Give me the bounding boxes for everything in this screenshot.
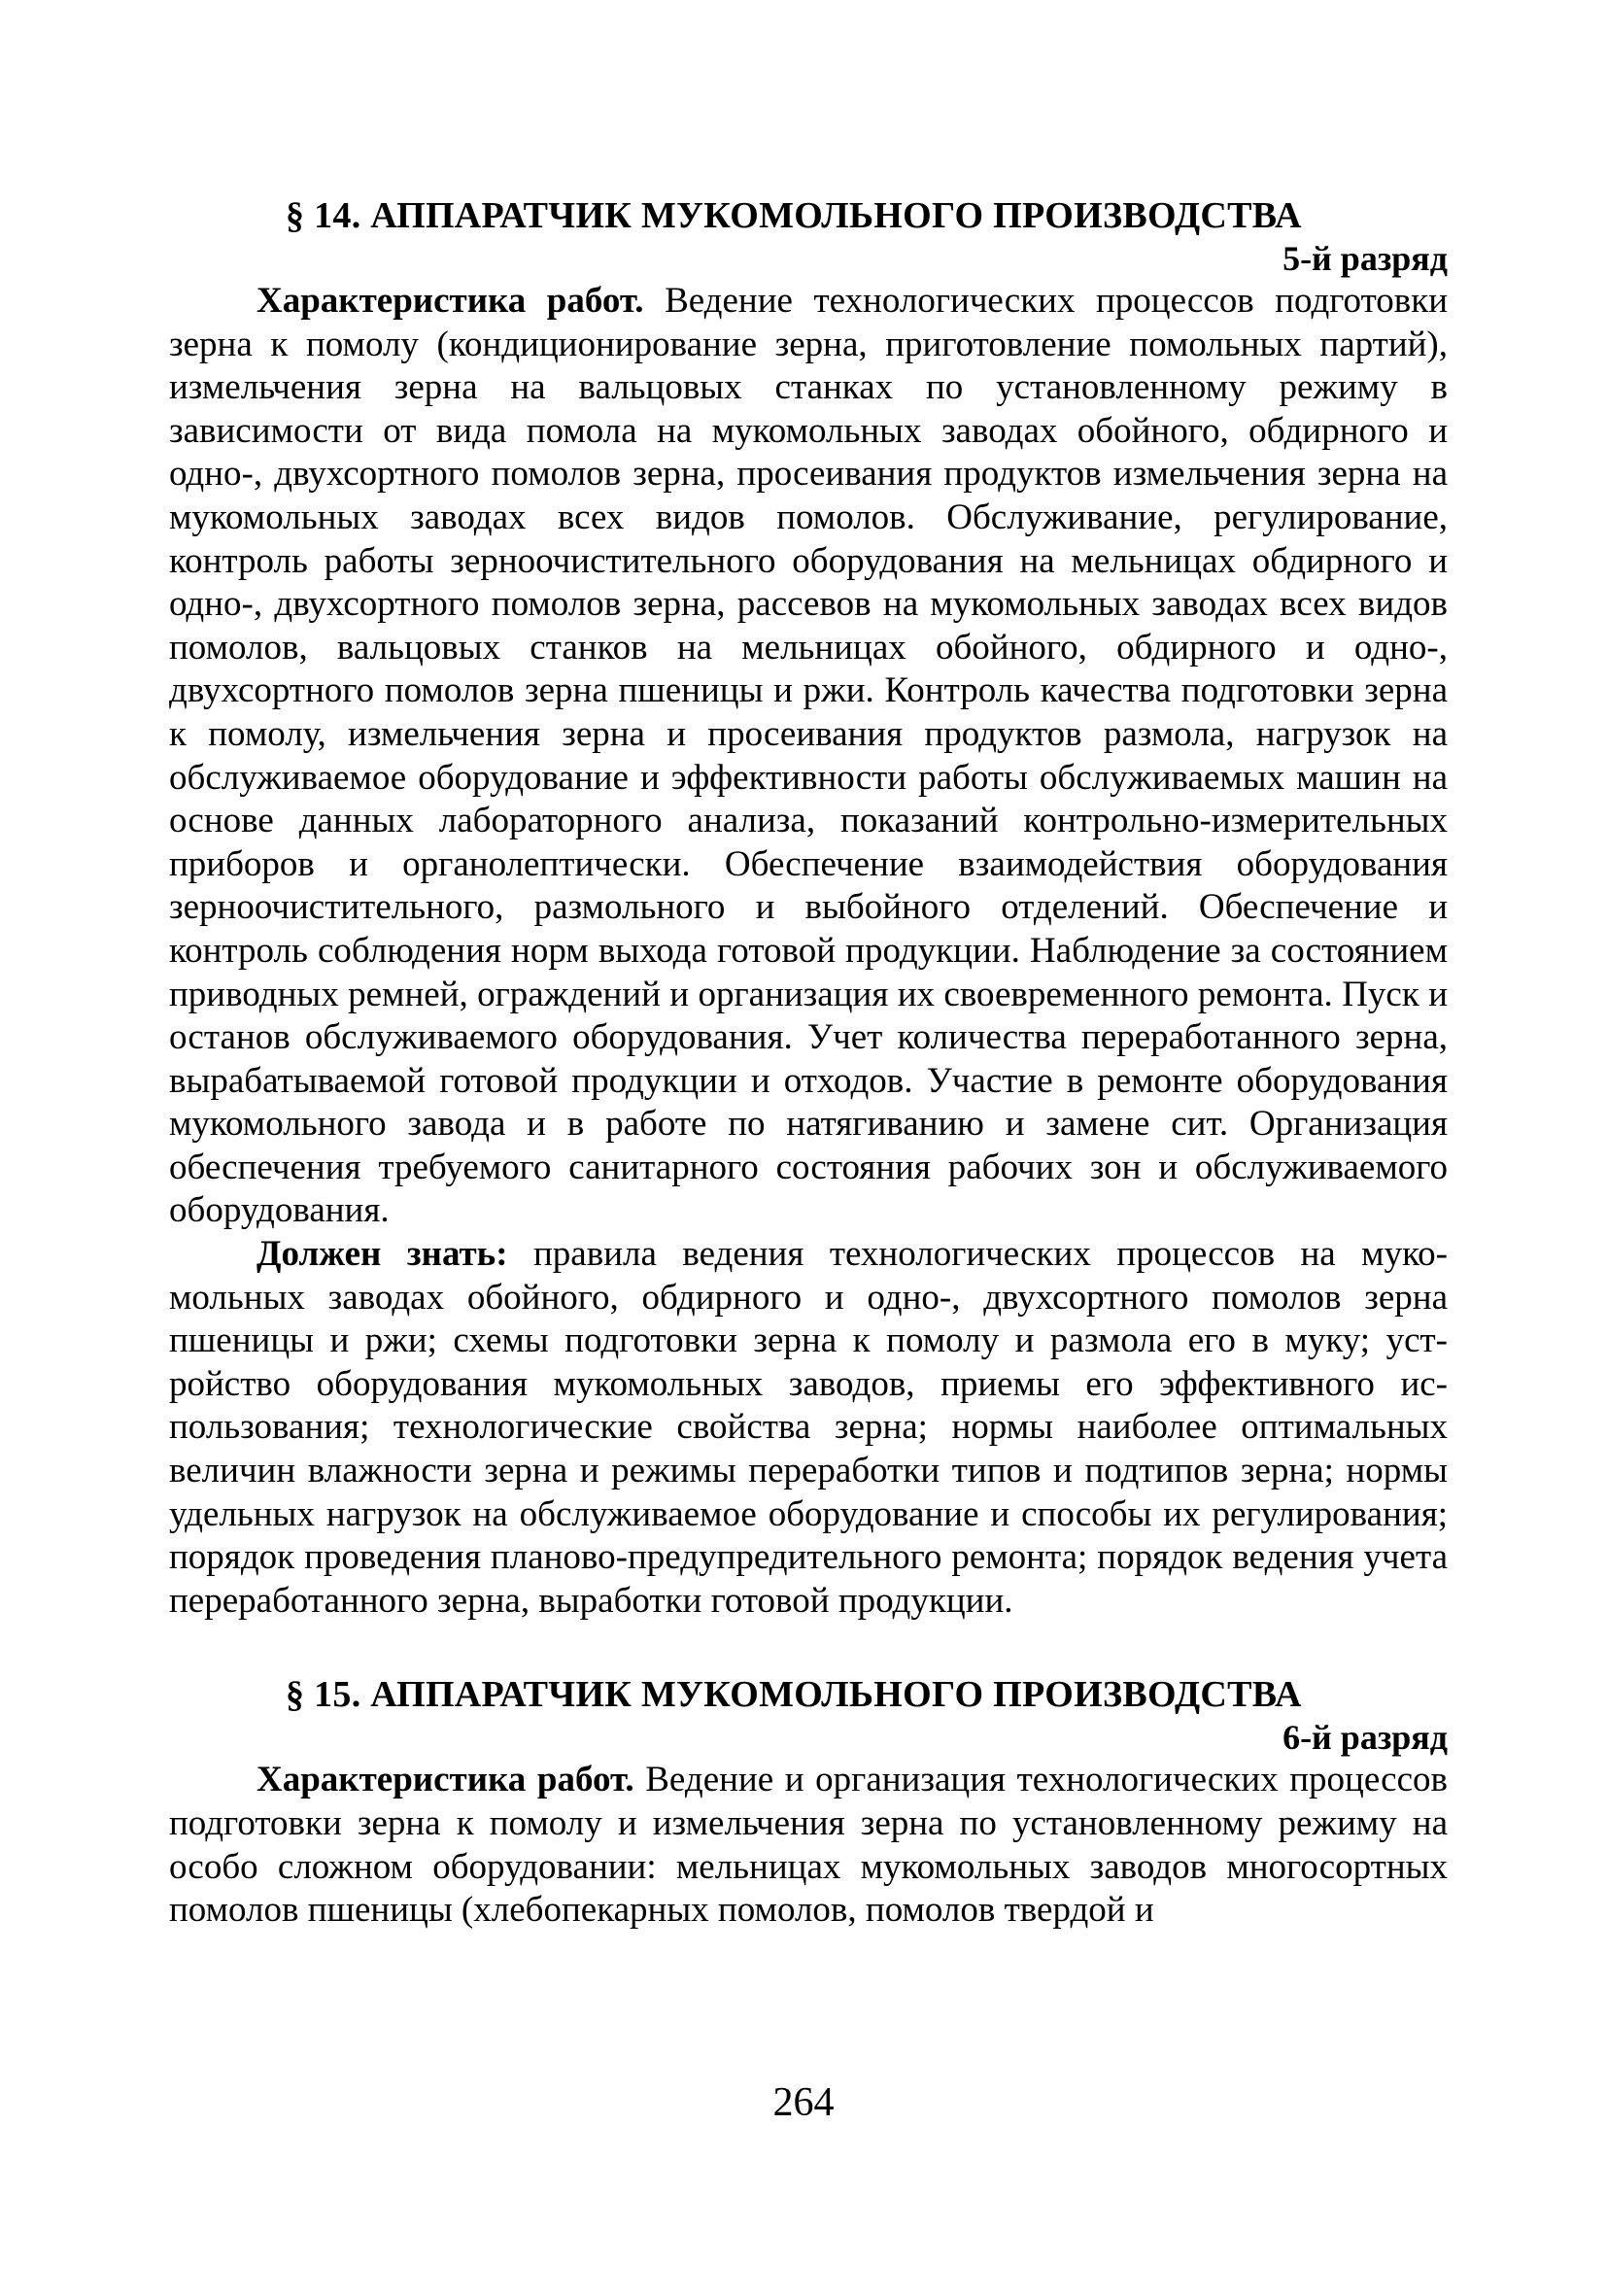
- must-know-paragraph: [169, 1233, 1448, 1623]
- section-spacer: [169, 1623, 1448, 1673]
- section-15: [169, 1673, 1448, 1932]
- grade-label: 6-й разряд: [1282, 1718, 1448, 1758]
- paragraph-lead: Должен знать:: [256, 1234, 508, 1275]
- paragraph-text: Ведение технологических процессов подготовки зерна к помолу (кондиционирование зерна, приготовление помольных партий), измельчения зерна на вальцовых станках по установленному режиму в зависимости от вида помола на мукомольных заводах обойного, обдирного и одно-, двухсортного помолов зерна, просеивания продуктов измельчения зерна на мукомольных заводах всех видов помолов. Обслуживание, регулирование, контроль работы зерноочистительного оборудования на мельницах обдирного и одно-, двухсортного помолов зерна, рассевов на мукомольных заводах всех видов помолов, вальцовых станков на мельницах обойного, обдирного и одно-, двухсортного помолов зерна пшеницы и ржи. Контроль качества подготовки зерна к помолу, измельчения зерна и просеивания продуктов размола, нагрузок на обслуживаемое оборудование и эффективности работы обслуживаемых машин на основе данных лабораторного анализа, показаний контрольно-измерительных приборов и органолептически. Обеспечение взаимодействия оборудования зерноочистительного, размольного и выбойного отделений. Обеспечение и контроль соблюдения норм выхода готовой продукции. Наблюдение за состоянием приводных ремней, ограждений и организация их своевременного ремонта. Пуск и останов обслуживаемого оборудования. Учет количества переработанного зерна, вырабатываемой готовой продукции и отходов. Участие в ремонте оборудования мукомольного завода и в работе по натягиванию и замене сит. Организация обеспечения требуемого санитарного состояния рабочих зон и обслуживаемого оборудования.: [169, 281, 1448, 1231]
- paragraph-text: правила ведения технологических процессов на мукомольных заводах обойного, обдирного и одно-, двухсортного помолов зерна пшеницы и ржи; схемы подготовки зерна к помолу и размола его в муку; устройство оборудования мукомольных заводов, приемы его эффективного использования; технологические свойства зерна; нормы наиболее оптимальных величин влажности зерна и режимы переработки типов и подтипов зерна; нормы удельных нагрузок на обслуживаемое оборудование и способы их регулирования; порядок проведения планово-предупредительного ремонта; порядок ведения учета переработанного зерна, выработки готовой продукции.: [169, 1234, 1448, 1621]
- paragraph-text: Ведение и организация технологических процессов подготовки зерна к помолу и измельчения зерна по установленному режиму на особо сложном оборудовании: мельницах мукомольных заводов многосортных помолов пшеницы (хлебопекарных помолов, помолов твердой и: [169, 1760, 1448, 1931]
- page-number: 264: [772, 2080, 835, 2125]
- section-14: [169, 194, 1448, 1623]
- page-content: [169, 194, 1448, 1933]
- section-title: § 15. АППАРАТЧИК МУКОМОЛЬНОГО ПРОИЗВОДСТВА: [286, 1674, 1302, 1716]
- section-title: § 14. АППАРАТЧИК МУКОМОЛЬНОГО ПРОИЗВОДСТВА: [286, 195, 1302, 236]
- work-characteristics-paragraph: [169, 1759, 1448, 1932]
- paragraph-lead: Характеристика работ.: [256, 281, 644, 321]
- grade-label: 5-й разряд: [1282, 239, 1448, 278]
- work-characteristics-paragraph: [169, 280, 1448, 1233]
- paragraph-lead: Характеристика работ.: [256, 1760, 634, 1800]
